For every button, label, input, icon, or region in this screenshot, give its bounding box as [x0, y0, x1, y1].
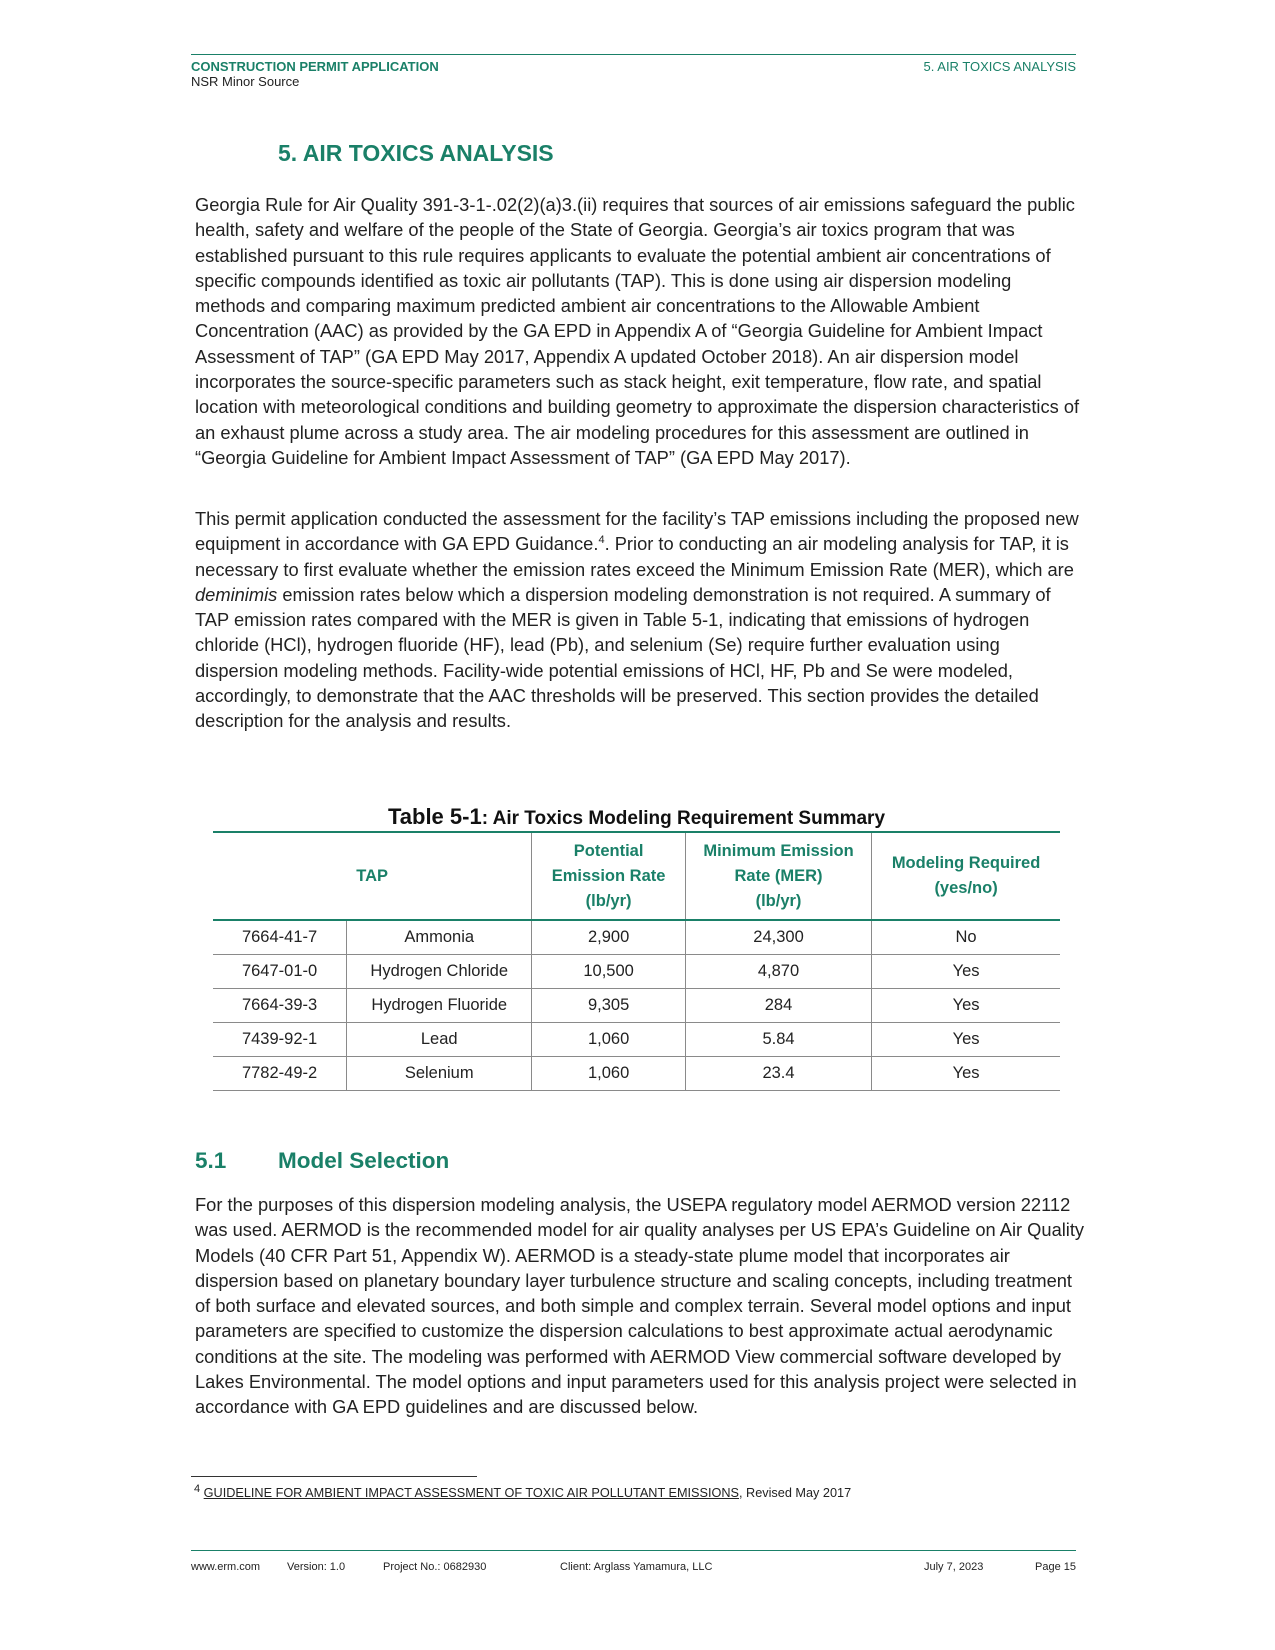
compound-name-cell: Hydrogen Chloride: [347, 955, 532, 989]
assessment-emphasis: deminimis: [195, 583, 278, 605]
mer-cell: 23.4: [685, 1057, 871, 1091]
compound-name-cell: Hydrogen Fluoride: [347, 989, 532, 1023]
cas-number-cell: 7647-01-0: [213, 955, 347, 989]
assessment-text-part1: This permit application conducted the assessment for the facility’s TAP emissions including the proposed new equipment in accordance with GA EPD Guidance.: [195, 508, 1079, 555]
potential-rate-cell: 2,900: [532, 920, 686, 955]
subsection-title: Model Selection: [278, 1148, 450, 1173]
page-footer: [191, 1550, 1076, 1573]
cas-number-cell: 7782-49-2: [213, 1057, 347, 1091]
footnote: [194, 1482, 852, 1500]
header-mer-line3: (lb/yr): [755, 891, 802, 910]
header-potential-line3: (lb/yr): [585, 891, 632, 910]
table-row: [213, 920, 1060, 955]
header-required-line1: Modeling Required: [891, 854, 1041, 872]
cas-number-cell: 7664-41-7: [213, 920, 347, 955]
mer-cell: 5.84: [685, 1023, 871, 1057]
footnote-divider: [191, 1476, 477, 1477]
footer-website[interactable]: www.erm.com: [191, 1561, 261, 1573]
modeling-required-cell: Yes: [872, 955, 1060, 989]
footer-date: July 7, 2023: [924, 1561, 984, 1573]
footer-client: Client: Arglass Yamamura, LLC: [560, 1561, 713, 1573]
table-row: [213, 955, 1060, 989]
header-doc-subtitle: NSR Minor Source: [191, 74, 300, 89]
table-row: [213, 1023, 1060, 1057]
header-modeling-required: [872, 832, 1060, 920]
modeling-required-cell: Yes: [872, 1023, 1060, 1057]
header-minimum-emission-rate: [685, 832, 871, 920]
header-mer-line1: Minimum Emission: [703, 841, 854, 860]
modeling-required-cell: No: [872, 920, 1060, 955]
assessment-paragraph: [195, 506, 1085, 734]
table-caption: [213, 804, 1060, 830]
cas-number-cell: 7664-39-3: [213, 989, 347, 1023]
assessment-text-part3: emission rates below which a dispersion modeling demonstration is not required. A summary of TAP emission rates compared with the MER is given in Table 5-1, indicating that emissions of hydrogen chloride (HCl), hydrogen fluoride (HF), lead (Pb), and selenium (Se) require further evaluation using dispersion modeling methods. Facility-wide potential emissions of HCl, HF, Pb and Se were modeled, accordingly, to demonstrate that the AAC thresholds will be preserved. This section provides the detailed description for the analysis and results.: [195, 583, 1051, 732]
header-tap: TAP: [356, 866, 389, 885]
compound-name-cell: Lead: [347, 1023, 532, 1057]
table-caption-text: : Air Toxics Modeling Requirement Summary: [481, 808, 886, 829]
modeling-required-cell: Yes: [872, 1057, 1060, 1091]
footnote-reference: 4: [598, 534, 605, 547]
cas-number-cell: 7439-92-1: [213, 1023, 347, 1057]
footer-project-number: Project No.: 0682930: [383, 1561, 487, 1573]
model-selection-paragraph: For the purposes of this dispersion modeling analysis, the USEPA regulatory model AERMOD version 22112 was used. AERMOD is the recommended model for air quality analyses per US EPA’s Guideline on Air Quality Models (40 CFR Part 51, Appendix W). AERMOD is a steady-state plume model that incorporates air dispersion based on planetary boundary layer turbulence structure and scaling concepts, including treatment of both surface and elevated sources, and both simple and complex terrain. Several model options and input parameters are specified to customize the dispersion calculations to best approximate actual aerodynamic conditions at the site. The modeling was performed with AERMOD View commercial software developed by Lakes Environmental. The model options and input parameters used for this analysis project were selected in accordance with GA EPD guidelines and are discussed below.: [195, 1194, 1085, 1418]
header-mer-line2: Rate (MER): [734, 866, 823, 885]
header-required-line2: (yes/no): [934, 879, 998, 897]
mer-cell: 4,870: [685, 955, 871, 989]
footer-page-number: Page 15: [1035, 1561, 1076, 1573]
mer-cell: 24,300: [685, 920, 871, 955]
header-section-label: 5. AIR TOXICS ANALYSIS: [923, 59, 1076, 74]
header-potential-line1: Potential: [573, 841, 644, 860]
header-doc-title: CONSTRUCTION PERMIT APPLICATION: [191, 59, 439, 74]
mer-cell: 284: [685, 989, 871, 1023]
table-row: [213, 989, 1060, 1023]
table-row: [213, 1057, 1060, 1091]
footnote-suffix: , Revised May 2017: [739, 1486, 852, 1500]
tap-summary-table: [213, 831, 1060, 1091]
potential-rate-cell: 9,305: [532, 989, 686, 1023]
subsection-number: 5.1: [195, 1148, 227, 1173]
compound-name-cell: Selenium: [347, 1057, 532, 1091]
footnote-guideline-link[interactable]: GUIDELINE FOR AMBIENT IMPACT ASSESSMENT OF TOXIC AIR POLLUTANT EMISSIONS: [203, 1486, 739, 1500]
section-title: 5. AIR TOXICS ANALYSIS: [278, 140, 554, 166]
potential-rate-cell: 1,060: [532, 1023, 686, 1057]
table-header-row: [213, 832, 1060, 920]
potential-rate-cell: 1,060: [532, 1057, 686, 1091]
potential-rate-cell: 10,500: [532, 955, 686, 989]
table-caption-number: Table 5-1: [387, 804, 482, 829]
footer-version: Version: 1.0: [287, 1561, 346, 1573]
header-potential-line2: Emission Rate: [551, 866, 666, 885]
intro-paragraph: Georgia Rule for Air Quality 391-3-1-.02(2)(a)3.(ii) requires that sources of air emissions safeguard the public health, safety and welfare of the people of the State of Georgia. Georgia’s air toxics program that was established pursuant to this rule requires applicants to evaluate the potential ambient air concentrations of specific compounds identified as toxic air pollutants (TAP). This is done using air dispersion modeling methods and comparing maximum predicted ambient air concentrations to the Allowable Ambient Concentration (AAC) as provided by the GA EPD in Appendix A of “Georgia Guideline for Ambient Impact Assessment of TAP” (GA EPD May 2017, Appendix A updated October 2018). An air dispersion model incorporates the source-specific parameters such as stack height, exit temperature, flow rate, and spatial location with meteorological conditions and building geometry to approximate the dispersion characteristics of an exhaust plume across a study area. The air modeling procedures for this assessment are outlined in “Georgia Guideline for Ambient Impact Assessment of TAP” (GA EPD May 2017).: [195, 194, 1080, 468]
header-potential-emission-rate: [532, 832, 686, 920]
assessment-text-part2: . Prior to conducting an air modeling analysis for TAP, it is necessary to first evaluate whether the emission rates exceed the Minimum Emission Rate (MER), which are: [195, 533, 1074, 580]
compound-name-cell: Ammonia: [347, 920, 532, 955]
page-header: [191, 54, 1076, 89]
footnote-number: 4: [194, 1482, 201, 1495]
modeling-required-cell: Yes: [872, 989, 1060, 1023]
